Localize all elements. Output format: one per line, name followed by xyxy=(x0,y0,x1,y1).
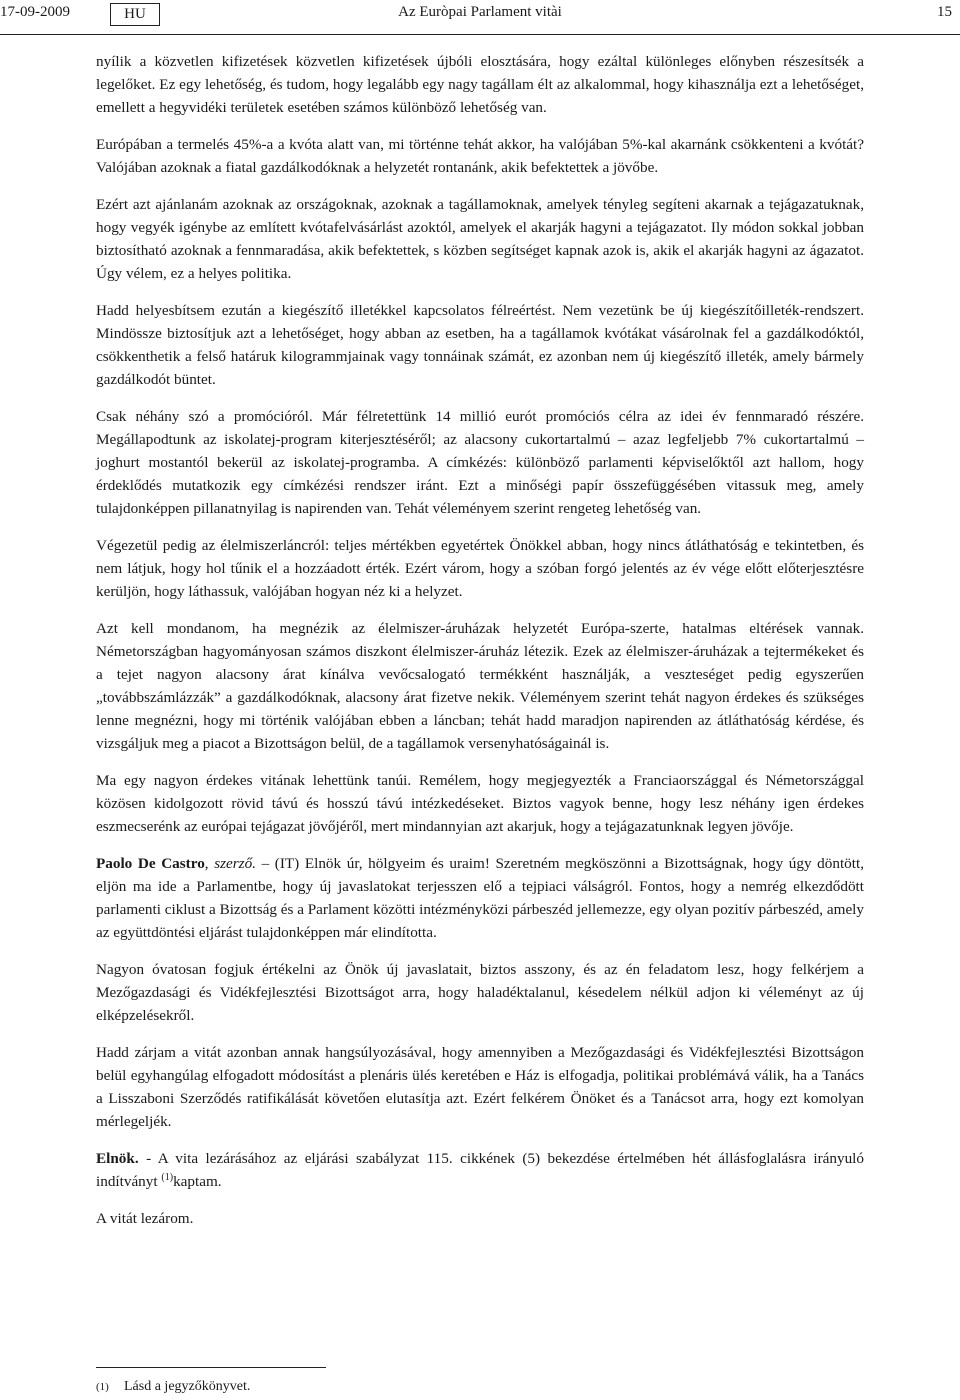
paragraph: Csak néhány szó a promócióról. Már félretettünk 14 millió eurót promóciós célra az idei év fennmaradó részére. Megállapodtunk az iskolatej-program kiterjesztéséről; az alacsony cukortartalmú – azaz legfeljebb 7% cukortartalmú – joghurt mostantól bekerül az iskolatej-programba. A címkézés: különböző parlamenti képviselőktől azt hallom, hogy érdeklődés mutatkozik egy címkézési rendszer iránt. Ezt a minőségi papír összefüggésében vitassuk meg, amely tulajdonképpen pillanatnyilag is napirenden van. Tehát véleményem szerint rengeteg lehetőség van. xyxy=(96,408,864,517)
header-title: Az Euròpai Parlament vitài xyxy=(398,4,562,20)
language-badge: HU xyxy=(110,3,160,26)
page-header xyxy=(0,0,960,35)
footnote-number: (1) xyxy=(96,1381,109,1393)
paragraph: Végezetül pedig az élelmiszerláncról: teljes mértékben egyetértek Önökkel abban, hogy nincs átláthatóság e tekintetben, és nem látjuk, hogy hol tűnik el a hozzáadott érték. Ezért várom, hogy a szóban forgó jelentés az év vége előtt előterjesztésre kerüljön, hogy láthassuk, valójában hogyan néz ki a helyzet. xyxy=(96,537,864,600)
footnote-text: Lásd a jegyzőkönyvet. xyxy=(124,1379,251,1394)
footnote-reference[interactable]: (1) xyxy=(161,1171,174,1183)
speech-text: – (IT) Elnök úr, hölgyeim és uraim! Szeretném megköszönni a Bizottságnak, hogy úgy döntött, eljön ma ide a Parlamentbe, hogy új javaslatokat terjesszen elő a tejpiaci válságról. Fontos, hogy a nemrég elkezdődött parlamenti ciklust a Bizottság és a Parlament közötti intézményközi párbeszéd jellemezze, egy olyan pozitív párbeszéd, amely az együttdöntési eljárást tulajdonképpen már elindította. xyxy=(96,855,865,941)
paragraph: Ma egy nagyon érdekes vitának lehettünk tanúi. Remélem, hogy megjegyezték a Franciaországgal és Németországgal közösen kidolgozott rövid távú és hosszú távú intézkedéseket. Biztos vagyok benne, hogy lesz néhány igen érdekes eszmecserénk az európai tejágazat jövőjéről, mert mindannyian azt akarjuk, hogy a tejágazatunknak legyen jövője. xyxy=(96,772,864,835)
main-content xyxy=(96,50,864,1244)
paragraph: Hadd helyesbítsem ezután a kiegészítő illetékkel kapcsolatos félreértést. Nem vezetünk be új kiegészítőilleték-rendszert. Mindössze biztosítjuk azt a lehetőséget, hogy abban az esetben, ha a tagállamok kvótákat vásárolnak fel a gazdálkodóktól, csökkenthetik a felső határuk kilogrammjainak vagy tonnáinak számát, ez azonban nem új kiegészítő illeték, amely bármely gazdálkodót büntet. xyxy=(96,302,864,388)
paragraph: Hadd zárjam a vitát azonban annak hangsúlyozásával, hogy amennyiben a Mezőgazdasági és Vidékfejlesztési Bizottságon belül egyhangúlag elfogadott módosítást a plenáris ülés keretében e Ház is elfogadja, politikai problémává válik, ha a Tanács a Lisszaboni Szerződés ratifikálását követően elutasítja azt. Ezért felkérem Önöket és a Tanácsot arra, hogy ezt komolyan mérlegeljék. xyxy=(96,1044,864,1130)
speech-paragraph: Paolo De Castro, szerző. – (IT) Elnök úr, hölgyeim és uraim! Szeretném megköszönni a Bizottságnak, hogy úgy döntött, eljön ma ide a Parlamentbe, hogy új javaslatokat terjesszen elő a tejpiaci válságról. Fontos, hogy a nemrég elkezdődött parlamenti ciklust a Bizottság és a Parlament közötti intézményközi párbeszéd jellemezze, egy olyan pozitív párbeszéd, amely az együttdöntési eljárást tulajdonképpen már elindította. xyxy=(96,855,865,941)
paragraph: nyílik a közvetlen kifizetések közvetlen kifizetések újbóli elosztására, hogy ezáltal különleges előnyben részesítsék a legelőket. Ez egy lehetőség, és tudom, hogy legalább egy nagy tagállam élt az alkalommal, hogy kihasználja ezt a lehetőséget, emellett a hegyvidéki területek esetében számos különböző lehetőség van. xyxy=(96,53,864,116)
paragraph: Nagyon óvatosan fogjuk értékelni az Önök új javaslatait, biztos asszony, és az én feladatom lesz, hogy felkérjem a Mezőgazdasági és Vidékfejlesztési Bizottságot arra, hogy haladéktalanul, késedelem nélkül adjon ki véleményt az új elképzelésekről. xyxy=(96,961,864,1024)
footnote-divider xyxy=(96,1367,326,1368)
president-text-end: kaptam. xyxy=(173,1173,222,1190)
speaker-role: szerző. xyxy=(214,855,256,872)
president-paragraph xyxy=(96,1147,864,1193)
closing-paragraph: A vitát lezárom. xyxy=(96,1210,194,1227)
paragraph: Európában a termelés 45%-a a kvóta alatt van, mi történne tehát akkor, ha valójában 5%-kal akarnánk csökkenteni a kvótát? Valójában azoknak a fiatal gazdálkodóknak a helyzetét rontanánk, akik befektettek a jövőbe. xyxy=(96,136,864,176)
speaker-name: Paolo De Castro xyxy=(96,855,205,872)
header-date: 17-09-2009 xyxy=(0,4,70,20)
president-name: Elnök. xyxy=(96,1150,139,1167)
paragraph: Ezért azt ajánlanám azoknak az országoknak, azoknak a tagállamoknak, amelyek tényleg segíteni akarnak a tejágazatuknak, hogy vegyék igénybe az említett kvótafelvásárlást azoktól, amelyek el akarják hagyni a tejágazatot. Ily módon sokkal jobban biztosítható azoknak a fennmaradása, akik befektettek, s közben segítséget kapnak azok is, akik el akarják hagyni az ágazatot. Úgy vélem, ez a helyes politika. xyxy=(96,196,864,282)
president-text: - A vita lezárásához az eljárási szabályzat 115. cikkének (5) bekezdése értelmében hét állásfoglalásra irányuló indítványt xyxy=(96,1150,864,1190)
footnote xyxy=(96,1378,250,1396)
page-number: 15 xyxy=(937,4,952,20)
paragraph: Azt kell mondanom, ha megnézik az élelmiszer-áruházak helyzetét Európa-szerte, hatalmas eltérések vannak. Németországban hagyományosan számos diszkont élelmiszer-áruház létezik. Ezek az élelmiszer-áruházak a tejtermékeket és a tejet nagyon alacsony árat kínálva vevőcsalogató termékként használják, a veszteséget pedig egyszerűen „továbbszámlázzák” a gazdálkodóknak, alacsony árat fizetve nekik. Véleményem szerint tehát nagyon érdekes és szükséges lenne megnézni, hogy mi történik valójában ebben a láncban; tehát hadd maradjon napirenden az átláthatóság kérdése, és vizsgáljuk meg a piacot a Bizottságon belül, de a tagállamok versenyhatóságainál is. xyxy=(96,620,864,752)
